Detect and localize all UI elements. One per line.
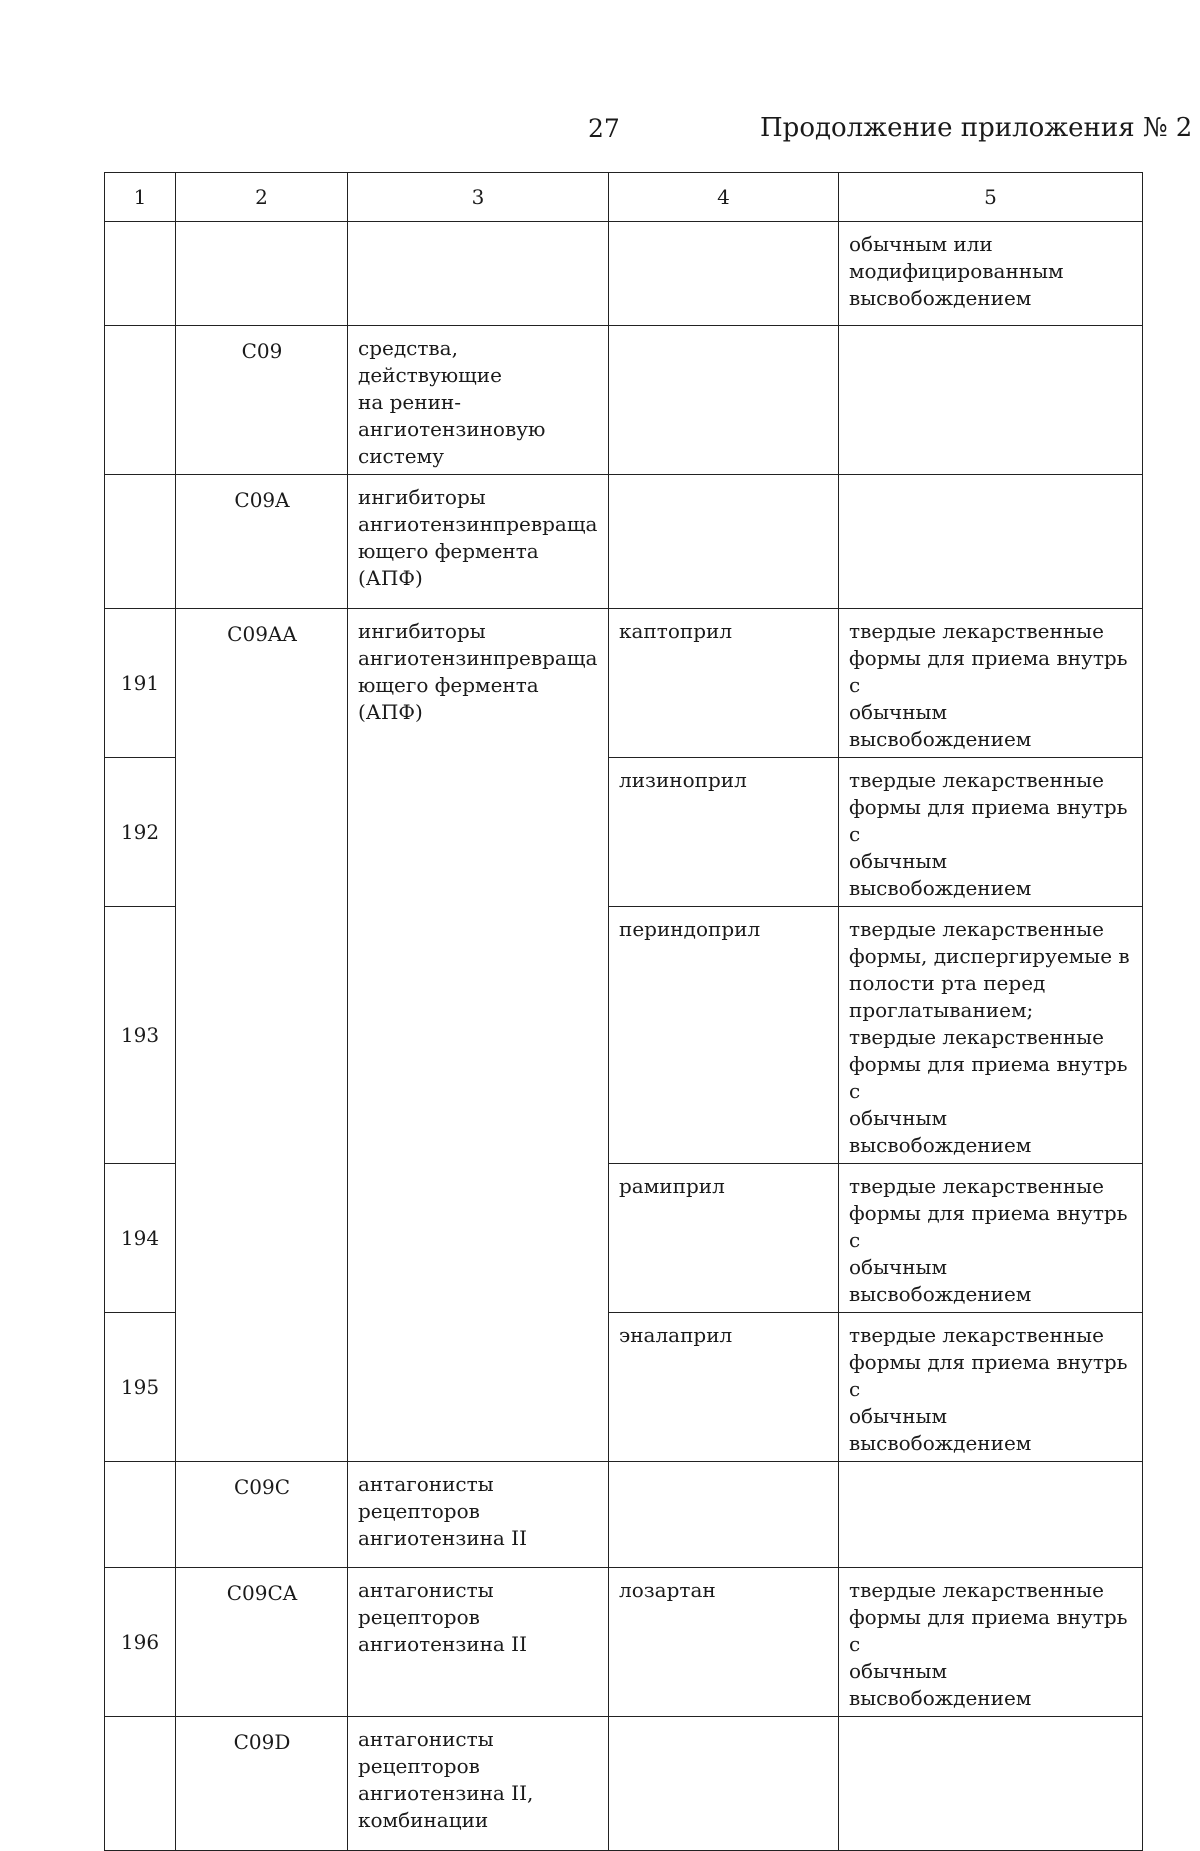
atc-code-cell: C09AA xyxy=(176,609,348,1462)
atc-code-cell: C09A xyxy=(176,475,348,609)
table-row xyxy=(105,609,1143,758)
atc-code-cell xyxy=(176,222,348,326)
group-name-cell: антагонисты рецепторов ангиотензина II xyxy=(348,1568,609,1717)
column-header-3: 3 xyxy=(348,173,609,222)
row-number-cell xyxy=(105,222,176,326)
appendix-caption: Продолжение приложения № 2 xyxy=(760,113,1193,143)
row-number-cell xyxy=(105,1717,176,1851)
dosage-form-cell xyxy=(839,1717,1143,1851)
dosage-form-cell: твердые лекарственные формы для приема внутрь с обычным высвобождением xyxy=(839,1313,1143,1462)
page-number: 27 xyxy=(588,114,620,143)
dosage-form-cell: твердые лекарственные формы для приема внутрь с обычным высвобождением xyxy=(839,1164,1143,1313)
drug-name-cell xyxy=(609,1462,839,1568)
atc-code-cell: C09D xyxy=(176,1717,348,1851)
dosage-form-cell: обычным или модифицированным высвобождением xyxy=(839,222,1143,326)
drug-name-cell: периндоприл xyxy=(609,907,839,1164)
column-header-1: 1 xyxy=(105,173,176,222)
row-number-cell: 192 xyxy=(105,758,176,907)
row-number-cell: 196 xyxy=(105,1568,176,1717)
column-header-5: 5 xyxy=(839,173,1143,222)
drug-name-cell: эналаприл xyxy=(609,1313,839,1462)
table-row xyxy=(105,1462,1143,1568)
drug-name-cell: лизиноприл xyxy=(609,758,839,907)
row-number-cell xyxy=(105,1462,176,1568)
group-name-cell: антагонисты рецепторов ангиотензина II xyxy=(348,1462,609,1568)
atc-table xyxy=(104,172,1143,1851)
table-header-row xyxy=(105,173,1143,222)
row-number-cell: 194 xyxy=(105,1164,176,1313)
row-number-cell: 195 xyxy=(105,1313,176,1462)
drug-name-cell xyxy=(609,326,839,475)
row-number-cell xyxy=(105,475,176,609)
table-row xyxy=(105,326,1143,475)
drug-name-cell xyxy=(609,1717,839,1851)
dosage-form-cell: твердые лекарственные формы для приема внутрь с обычным высвобождением xyxy=(839,1568,1143,1717)
table-row xyxy=(105,222,1143,326)
table-row xyxy=(105,1568,1143,1717)
group-name-cell: средства, действующие на ренин- ангиотензиновую систему xyxy=(348,326,609,475)
row-number-cell: 193 xyxy=(105,907,176,1164)
drug-name-cell: каптоприл xyxy=(609,609,839,758)
dosage-form-cell: твердые лекарственные формы для приема внутрь с обычным высвобождением xyxy=(839,609,1143,758)
drug-name-cell: лозартан xyxy=(609,1568,839,1717)
drug-name-cell xyxy=(609,222,839,326)
group-name-cell: ингибиторы ангиотензинпревраща ющего фермента (АПФ) xyxy=(348,609,609,1462)
dosage-form-cell xyxy=(839,1462,1143,1568)
group-name-cell xyxy=(348,222,609,326)
row-number-cell xyxy=(105,326,176,475)
drug-name-cell xyxy=(609,475,839,609)
column-header-2: 2 xyxy=(176,173,348,222)
dosage-form-cell: твердые лекарственные формы для приема внутрь с обычным высвобождением xyxy=(839,758,1143,907)
table-row xyxy=(105,1717,1143,1851)
dosage-form-cell xyxy=(839,475,1143,609)
dosage-form-cell xyxy=(839,326,1143,475)
dosage-form-cell: твердые лекарственные формы, диспергируемые в полости рта перед проглатыванием; твердые лекарственные формы для приема внутрь с обычным высвобождением xyxy=(839,907,1143,1164)
drug-name-cell: рамиприл xyxy=(609,1164,839,1313)
row-number-cell: 191 xyxy=(105,609,176,758)
atc-code-cell: C09 xyxy=(176,326,348,475)
atc-code-cell: C09CA xyxy=(176,1568,348,1717)
atc-code-cell: C09C xyxy=(176,1462,348,1568)
table-row xyxy=(105,475,1143,609)
column-header-4: 4 xyxy=(609,173,839,222)
group-name-cell: антагонисты рецепторов ангиотензина II, комбинации xyxy=(348,1717,609,1851)
group-name-cell: ингибиторы ангиотензинпревраща ющего фермента (АПФ) xyxy=(348,475,609,609)
